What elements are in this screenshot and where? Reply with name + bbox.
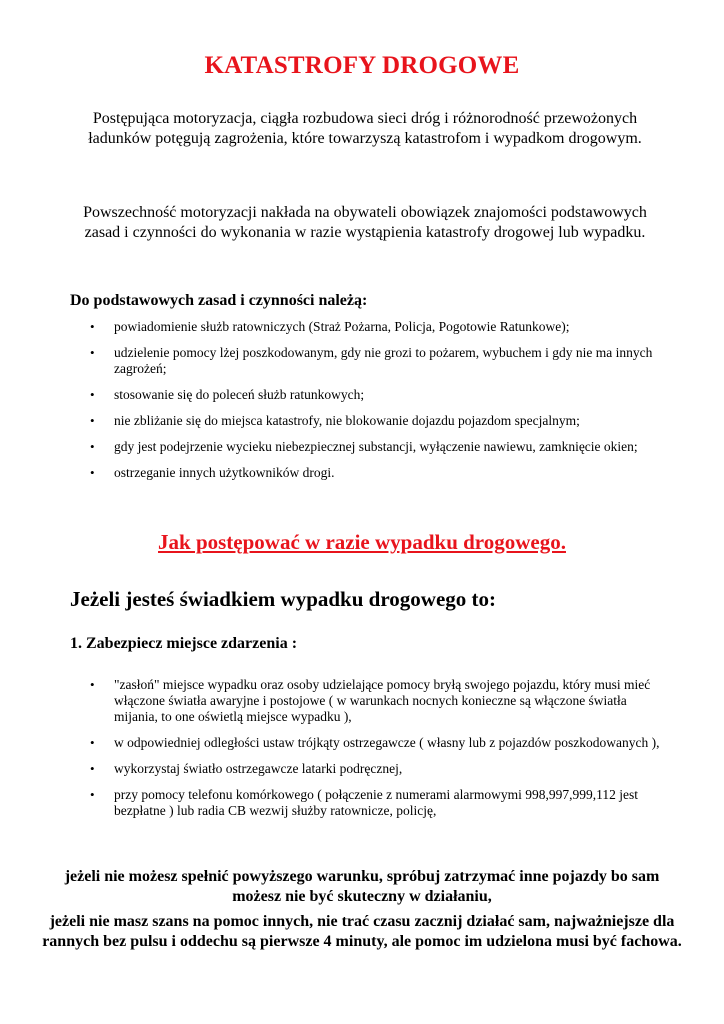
page-title: KATASTROFY DROGOWE bbox=[204, 52, 520, 79]
bullet-icon: • bbox=[90, 787, 95, 802]
bullet-icon: • bbox=[90, 345, 95, 360]
basics-heading: Do podstawowych zasad i czynności należą: bbox=[70, 292, 368, 309]
step1-heading: 1. Zabezpiecz miejsce zdarzenia : bbox=[70, 635, 298, 652]
list-item-text: przy pomocy telefonu komórkowego ( połączenie z numerami alarmowymi 998,997,999,112 jest bezpłatne ) lub radia CB wezwij służby ratownicze, policję, bbox=[114, 787, 638, 818]
list-item-text: wykorzystaj światło ostrzegawcze latarki podręcznej, bbox=[114, 761, 403, 776]
intro-paragraph-2: Powszechność motoryzacji nakłada na obywateli obowiązek znajomości podstawowych zasad i czynności do wykonania w razie wystąpienia katastrofy drogowej lub wypadku. bbox=[83, 204, 647, 241]
list-item bbox=[90, 439, 660, 455]
list-item-text: stosowanie się do poleceń służb ratunkowych; bbox=[114, 387, 365, 402]
list-item-text: gdy jest podejrzenie wycieku niebezpiecznej substancji, wyłączenie nawiewu, zamknięcie okien; bbox=[114, 439, 638, 454]
section-heading: Jak postępować w razie wypadku drogowego. bbox=[158, 530, 566, 554]
list-item bbox=[90, 787, 660, 819]
bullet-icon: • bbox=[90, 413, 95, 428]
list-item-text: udzielenie pomocy lżej poszkodowanym, gdy nie grozi to pożarem, wybuchem i gdy nie ma innych zagrożeń; bbox=[114, 345, 653, 376]
intro-paragraph-1: Postępująca motoryzacja, ciągła rozbudowa sieci dróg i różnorodność przewożonych ładunków potęgują zagrożenia, które towarzyszą katastrofom i wypadkom drogowym. bbox=[88, 110, 642, 147]
bullet-icon: • bbox=[90, 387, 95, 402]
list-item-text: "zasłoń" miejsce wypadku oraz osoby udzielające pomocy bryłą swojego pojazdu, który musi mieć włączone światła awaryjne i postojowe ( w warunkach nocnych konieczne są włączone światła mijania, to one oświetlą miejsce wypadku ), bbox=[114, 677, 651, 724]
bullet-icon: • bbox=[90, 439, 95, 454]
step1-list bbox=[90, 677, 660, 829]
bullet-icon: • bbox=[90, 319, 95, 334]
list-item bbox=[90, 345, 660, 377]
list-item bbox=[90, 387, 660, 403]
bullet-icon: • bbox=[90, 677, 95, 692]
list-item bbox=[90, 735, 660, 751]
basics-list bbox=[90, 319, 660, 491]
bullet-icon: • bbox=[90, 761, 95, 776]
list-item bbox=[90, 465, 660, 481]
bold-note-2: jeżeli nie masz szans na pomoc innych, nie trać czasu zacznij działać sam, najważniejsze dla rannych bez pulsu i oddechu są pierwsze 4 minuty, ale pomoc im udzielona musi być fachowa. bbox=[42, 913, 682, 950]
witness-heading: Jeżeli jesteś świadkiem wypadku drogowego to: bbox=[70, 587, 497, 611]
list-item-text: w odpowiedniej odległości ustaw trójkąty ostrzegawcze ( własny lub z pojazdów poszkodowanych ), bbox=[114, 735, 660, 750]
list-item bbox=[90, 761, 660, 777]
list-item bbox=[90, 413, 660, 429]
bold-note-1: jeżeli nie możesz spełnić powyższego warunku, spróbuj zatrzymać inne pojazdy bo sam możesz nie być skuteczny w działaniu, bbox=[64, 868, 660, 905]
list-item-text: powiadomienie służb ratowniczych (Straż Pożarna, Policja, Pogotowie Ratunkowe); bbox=[114, 319, 570, 334]
list-item-text: nie zbliżanie się do miejsca katastrofy, nie blokowanie dojazdu pojazdom specjalnym; bbox=[114, 413, 580, 428]
bullet-icon: • bbox=[90, 735, 95, 750]
list-item bbox=[90, 319, 660, 335]
bullet-icon: • bbox=[90, 465, 95, 480]
list-item-text: ostrzeganie innych użytkowników drogi. bbox=[114, 465, 335, 480]
list-item bbox=[90, 677, 660, 725]
